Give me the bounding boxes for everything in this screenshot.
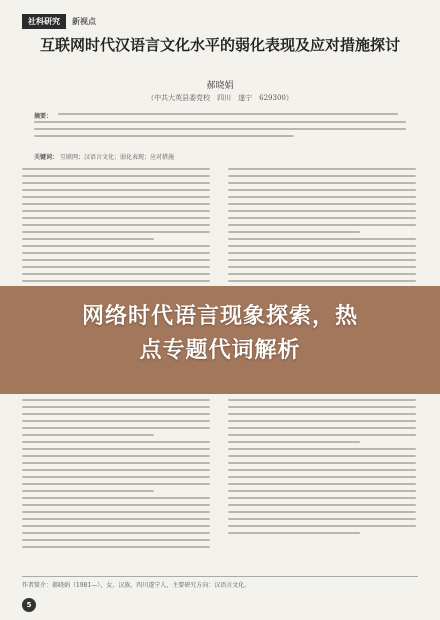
text-line — [22, 231, 210, 233]
text-line — [22, 196, 210, 198]
text-line — [22, 168, 210, 170]
text-line — [228, 497, 416, 499]
text-line — [228, 252, 416, 254]
text-line — [22, 252, 210, 254]
text-line — [22, 455, 210, 457]
text-line — [228, 462, 416, 464]
text-line — [228, 175, 416, 177]
text-line — [228, 210, 416, 212]
text-line — [22, 420, 210, 422]
text-line — [228, 420, 416, 422]
text-line — [228, 455, 416, 457]
text-line — [22, 182, 210, 184]
text-line — [22, 483, 210, 485]
text-line — [228, 525, 416, 527]
text-line — [228, 217, 416, 219]
article-author: 郝晓娟 — [206, 81, 234, 91]
text-line — [228, 518, 416, 520]
text-line — [228, 483, 416, 485]
text-line — [228, 245, 416, 247]
text-line — [228, 203, 416, 205]
text-line — [228, 266, 416, 268]
keywords-value: 互联网；汉语言文化；弱化表现；应对措施 — [59, 154, 174, 161]
text-line — [228, 189, 416, 191]
text-line — [228, 238, 416, 240]
text-line — [58, 113, 398, 115]
text-line — [228, 280, 416, 282]
abstract-block — [34, 112, 406, 142]
text-line — [22, 504, 210, 506]
journal-header — [22, 14, 96, 28]
text-line — [22, 189, 210, 191]
banner-line-2: 点专题代词解析 — [139, 338, 301, 363]
text-line — [22, 546, 210, 548]
text-line — [22, 217, 210, 219]
text-line — [228, 196, 416, 198]
text-line — [22, 497, 210, 499]
text-line — [228, 511, 416, 513]
text-line — [228, 182, 416, 184]
keywords-label: 关键词： — [34, 154, 59, 161]
text-line — [228, 406, 416, 408]
text-line — [228, 434, 416, 436]
text-line — [228, 273, 416, 275]
text-line — [228, 224, 416, 226]
banner-headline — [0, 300, 440, 368]
text-line — [22, 539, 210, 541]
text-line — [228, 490, 416, 492]
author-affiliation: （中共大英县委党校 四川 遂宁 629300） — [147, 94, 293, 102]
keywords-line — [34, 152, 406, 161]
text-line — [228, 259, 416, 261]
author-footnote: 作者简介：郝晓娟（1981—），女，汉族，四川遂宁人，主要研究方向：汉语言文化。 — [22, 576, 418, 589]
page-number: 5 — [22, 598, 36, 612]
text-line — [22, 511, 210, 513]
text-line — [228, 441, 360, 443]
text-line — [228, 399, 416, 401]
text-line — [228, 427, 416, 429]
text-line — [22, 518, 210, 520]
text-line — [228, 476, 416, 478]
text-line — [228, 413, 416, 415]
text-line — [22, 462, 210, 464]
text-line — [22, 238, 154, 240]
text-line — [22, 525, 210, 527]
text-line — [22, 427, 210, 429]
text-line — [22, 245, 210, 247]
text-line — [22, 532, 210, 534]
text-line — [22, 259, 210, 261]
text-line — [22, 273, 210, 275]
text-line — [228, 532, 360, 534]
text-line — [34, 121, 406, 123]
text-line — [228, 448, 416, 450]
abstract-label: 摘要： — [34, 113, 53, 120]
text-line — [22, 406, 210, 408]
section-tag: 社科研究 — [22, 14, 66, 29]
text-line — [22, 448, 210, 450]
text-line — [22, 413, 210, 415]
text-line — [22, 224, 210, 226]
text-line — [22, 266, 210, 268]
column-name: 新视点 — [72, 16, 96, 26]
text-line — [34, 128, 406, 130]
text-line — [22, 175, 210, 177]
text-line — [22, 203, 210, 205]
banner-line-1: 网络时代语言现象探索，热 — [81, 304, 358, 329]
text-line — [22, 476, 210, 478]
text-line — [22, 399, 210, 401]
text-line — [22, 210, 210, 212]
text-line — [22, 469, 210, 471]
text-line — [22, 280, 210, 282]
text-line — [22, 434, 154, 436]
text-line — [228, 469, 416, 471]
text-line — [228, 231, 360, 233]
article-title: 互联网时代汉语言文化水平的弱化表现及应对措施探讨 — [39, 36, 400, 54]
text-line — [22, 441, 210, 443]
text-line — [228, 504, 416, 506]
text-line — [22, 490, 154, 492]
text-line — [34, 135, 294, 137]
text-line — [228, 168, 416, 170]
